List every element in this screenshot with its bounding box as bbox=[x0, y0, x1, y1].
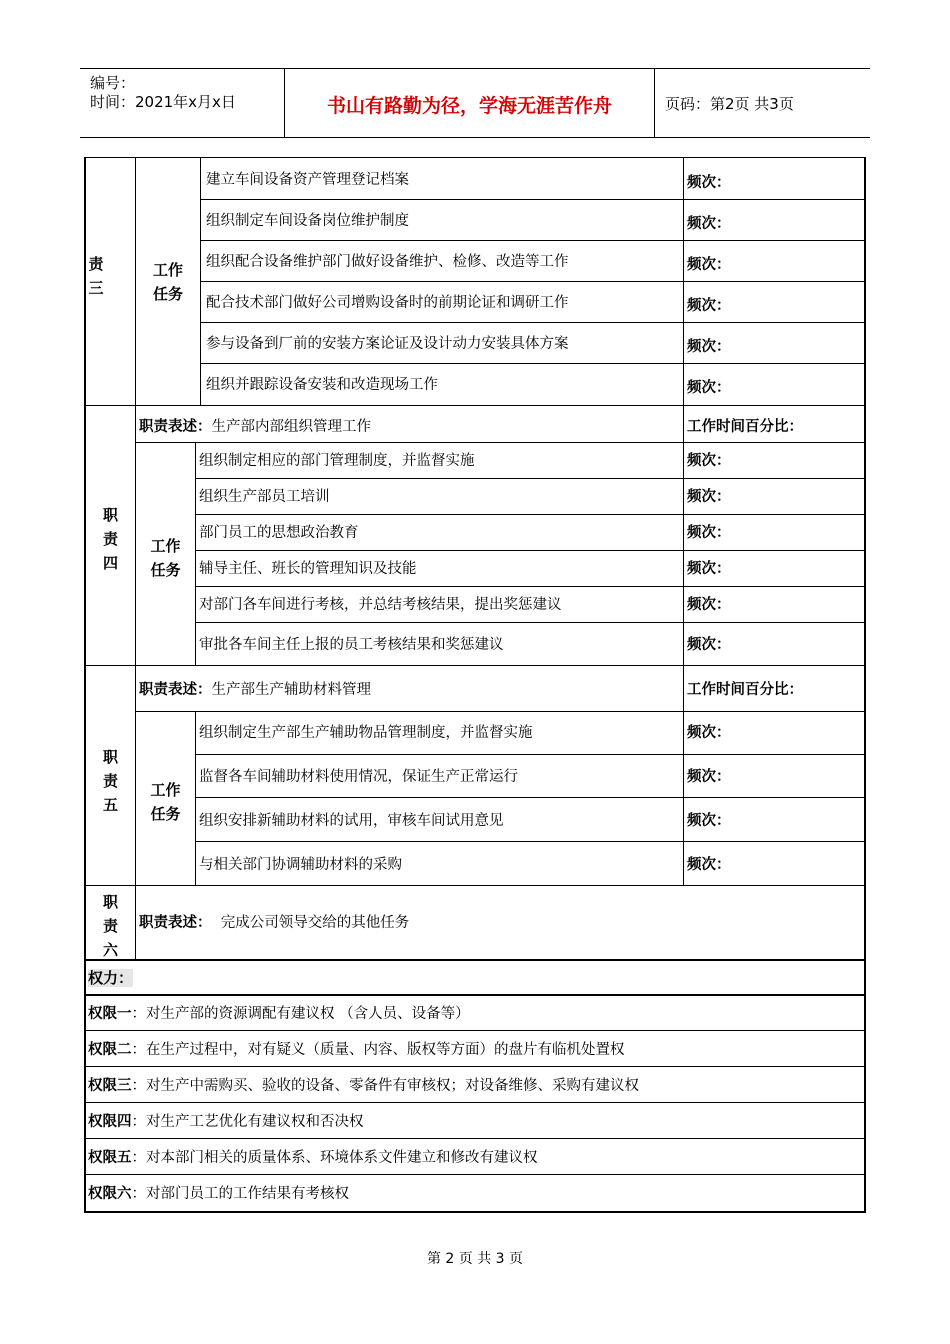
duty-4-task-1: 组织制定相应的部门管理制度，并监督实施 bbox=[199, 453, 475, 469]
duty-4-task-3: 部门员工的思想政治教育 bbox=[199, 525, 359, 541]
header-motto-cell bbox=[285, 69, 655, 137]
duty-3-freq-6: 频次： bbox=[687, 380, 731, 396]
duty-4-freq-2: 频次： bbox=[687, 489, 731, 505]
page-footer: 第 2 页 共 3 页 bbox=[426, 1251, 524, 1267]
duty-3-freq-5: 频次： bbox=[687, 339, 731, 355]
page-number: 页码：第2页 共3页 bbox=[665, 95, 794, 113]
duty-3-task-4: 配合技术部门做好公司增购设备时的前期论证和调研工作 bbox=[206, 295, 569, 311]
duty-4-freq-1: 频次： bbox=[687, 453, 731, 469]
duty-5-task-3: 组织安排新辅助材料的试用，审核车间试用意见 bbox=[199, 813, 504, 829]
doc-time: 时间：2021年x月x日 bbox=[90, 93, 236, 111]
duty-3-task-3: 组织配合设备维护部门做好设备维护、检修、改造等工作 bbox=[206, 254, 569, 270]
duty-5-label: 职 责 五 bbox=[102, 748, 118, 814]
duty-5-task-label: 工作 任务 bbox=[150, 781, 181, 823]
duty-4-freq-6: 频次： bbox=[687, 637, 731, 653]
duty-4-freq-4: 频次： bbox=[687, 561, 731, 577]
duty-3-task-6: 组织并跟踪设备安装和改造现场工作 bbox=[206, 377, 438, 393]
power-item-5: 权限五：对本部门相关的质量体系、环境体系文件建立和修改有建议权 bbox=[88, 1150, 538, 1166]
header-meta bbox=[80, 69, 285, 137]
page-header bbox=[80, 68, 870, 138]
power-item-1: 权限一：对生产部的资源调配有建议权 （含人员、设备等） bbox=[88, 1006, 470, 1022]
duty-5-task-2: 监督各车间辅助材料使用情况，保证生产正常运行 bbox=[199, 769, 518, 785]
duty-3-task-1: 建立车间设备资产管理登记档案 bbox=[206, 172, 409, 188]
duty-4-task-6: 审批各车间主任上报的员工考核结果和奖惩建议 bbox=[199, 637, 504, 653]
power-item-4: 权限四：对生产工艺优化有建议权和否决权 bbox=[88, 1114, 364, 1130]
duty-5-freq-2: 频次： bbox=[687, 769, 731, 785]
duty-5-task-4: 与相关部门协调辅助材料的采购 bbox=[199, 857, 402, 873]
duty-3-freq-2: 频次： bbox=[687, 216, 731, 232]
duty-3-task-5: 参与设备到厂前的安装方案论证及设计动力安装具体方案 bbox=[206, 336, 569, 352]
motto: 书山有路勤为径，学海无涯苦作舟 bbox=[326, 95, 612, 117]
power-item-2: 权限二：在生产过程中，对有疑义（质量、内容、版权等方面）的盘片有临机处置权 bbox=[88, 1042, 625, 1058]
doc-number: 编号： bbox=[90, 74, 136, 92]
duty-3-freq-4: 频次： bbox=[687, 298, 731, 314]
duty-5-freq-4: 频次： bbox=[687, 857, 731, 873]
duty-6-label: 职 责 六 bbox=[102, 893, 118, 959]
duty-4-ratio: 工作时间百分比： bbox=[687, 419, 803, 435]
duty-3-freq-1: 频次： bbox=[687, 175, 731, 191]
duty-5-freq-3: 频次： bbox=[687, 813, 731, 829]
duty-4-task-label: 工作 任务 bbox=[150, 537, 181, 579]
duty-5-task-1: 组织制定生产部生产辅助物品管理制度，并监督实施 bbox=[199, 725, 533, 741]
duty-5-ratio: 工作时间百分比： bbox=[687, 682, 803, 698]
duty-4-task-2: 组织生产部员工培训 bbox=[199, 489, 330, 505]
power-item-6: 权限六：对部门员工的工作结果有考核权 bbox=[88, 1186, 349, 1202]
duty-5-freq-1: 频次： bbox=[687, 725, 731, 741]
duty-5-desc: 职责表述：生产部生产辅助材料管理 bbox=[139, 682, 371, 698]
duty-4-task-4: 辅导主任、班长的管理知识及技能 bbox=[199, 561, 417, 577]
header-page-cell bbox=[655, 69, 870, 137]
duty-3-label: 责 三 bbox=[88, 255, 104, 297]
duty-4-task-5: 对部门各车间进行考核，并总结考核结果，提出奖惩建议 bbox=[199, 597, 562, 613]
duty-6-desc: 职责表述： 完成公司领导交给的其他任务 bbox=[139, 915, 410, 931]
duty-4-freq-5: 频次： bbox=[687, 597, 731, 613]
duty-4-freq-3: 频次： bbox=[687, 525, 731, 541]
duty-4-desc: 职责表述：生产部内部组织管理工作 bbox=[139, 419, 371, 435]
duty-3-freq-3: 频次： bbox=[687, 257, 731, 273]
duty-4-label: 职 责 四 bbox=[102, 506, 118, 572]
power-title: 权力： bbox=[88, 969, 134, 987]
duty-3-task-label: 工作 任务 bbox=[152, 261, 183, 303]
power-item-3: 权限三：对生产中需购买、验收的设备、零备件有审核权；对设备维修、采购有建议权 bbox=[88, 1078, 639, 1094]
duty-3-task-2: 组织制定车间设备岗位维护制度 bbox=[206, 213, 409, 229]
